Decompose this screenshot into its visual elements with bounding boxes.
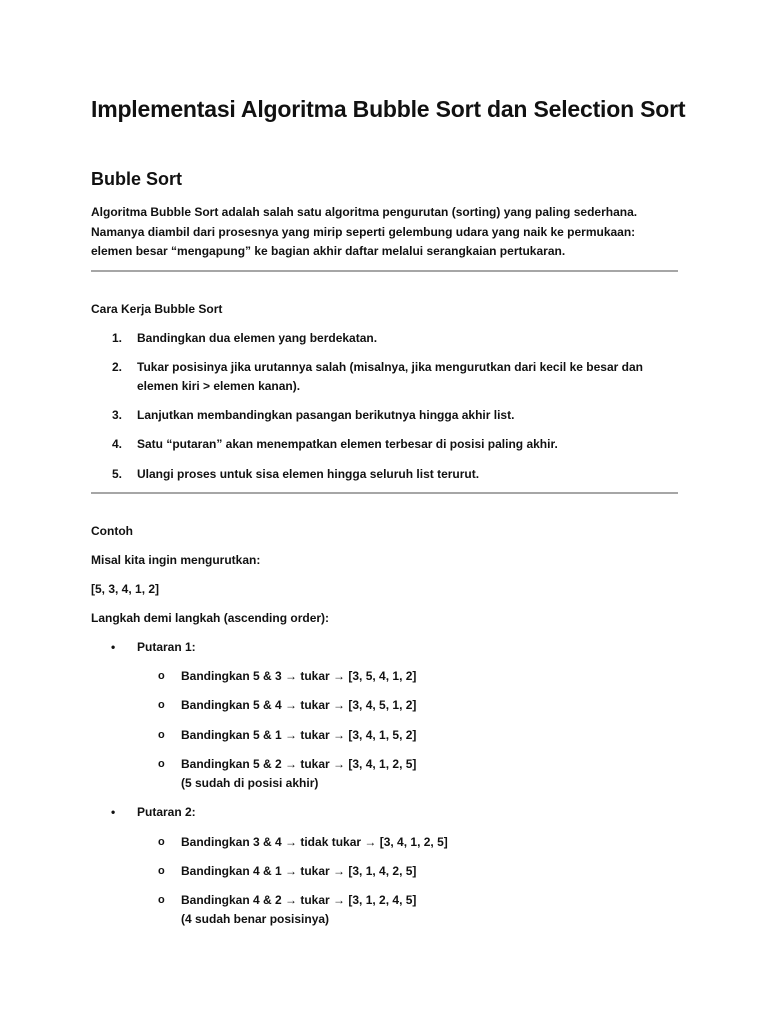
sub-bullet-icon: o [158,894,165,906]
round-step [181,891,416,929]
example-steps-label: Langkah demi langkah (ascending order): [91,611,330,625]
example-intro: Misal kita ingin mengurutkan: [91,553,261,567]
round-step [181,667,416,686]
step-line: elemen kiri > elemen kanan). [137,379,301,393]
step-text [137,465,479,484]
example-array: [5, 3, 4, 1, 2] [91,582,160,596]
round-step-line: Bandingkan 5 & 4 → tukar → [3, 4, 5, 1, 2] [181,698,417,712]
bullet-icon: • [111,805,116,819]
round-step [181,696,416,715]
step-line: Bandingkan dua elemen yang berdekatan. [137,331,378,345]
step-number: 2. [112,360,123,374]
round-step [181,726,416,745]
round-step-note: (5 sudah di posisi akhir) [181,776,319,790]
intro-line: elemen besar “mengapung” ke bagian akhir daftar melalui serangkaian pertukaran. [91,244,566,258]
step-line: Ulangi proses untuk sisa elemen hingga seluruh list terurut. [137,467,480,481]
round-step-line: Bandingkan 4 & 2 → tukar → [3, 1, 2, 4, 5] [181,893,417,907]
sub-bullet-icon: o [158,836,165,848]
intro-line: Algoritma Bubble Sort adalah salah satu algoritma pengurutan (sorting) yang paling sederhana. [91,205,638,219]
round-step-line: Bandingkan 3 & 4 → tidak tukar → [3, 4, 1, 2, 5] [181,835,448,849]
how-it-works-heading: Cara Kerja Bubble Sort [91,302,223,316]
round-step [181,755,416,793]
sub-bullet-icon: o [158,729,165,741]
round-step-line: Bandingkan 5 & 2 → tukar → [3, 4, 1, 2, 5] [181,757,417,771]
section-heading: Buble Sort [91,169,183,189]
document-title: Implementasi Algoritma Bubble Sort dan Selection Sort [91,96,686,122]
step-number: 5. [112,467,123,481]
round-step [181,833,448,852]
intro-paragraph [91,203,681,262]
sub-bullet-icon: o [158,865,165,877]
horizontal-divider [91,492,678,494]
sub-bullet-icon: o [158,670,165,682]
sub-bullet-icon: o [158,699,165,711]
example-heading: Contoh [91,524,133,538]
step-text [137,406,514,425]
step-text [137,329,377,348]
intro-line: Namanya diambil dari prosesnya yang mirip seperti gelembung udara yang naik ke permukaan: [91,224,636,239]
sub-bullet-icon: o [158,758,165,770]
round-step [181,862,416,881]
step-number: 1. [112,331,123,345]
step-line: Satu “putaran” akan menempatkan elemen terbesar di posisi paling akhir. [137,437,558,451]
step-line: Lanjutkan membandingkan pasangan berikutnya hingga akhir list. [137,408,515,422]
round-label: Putaran 1: [137,640,196,654]
round-step-line: Bandingkan 4 & 1 → tukar → [3, 1, 4, 2, 5] [181,864,417,878]
round-step-line: Bandingkan 5 & 1 → tukar → [3, 4, 1, 5, 2] [181,728,417,742]
step-number: 4. [112,437,123,451]
step-text [137,358,643,396]
round-label: Putaran 2: [137,805,196,819]
round-step-note: (4 sudah benar posisinya) [181,912,330,926]
step-number: 3. [112,408,123,422]
step-text [137,435,558,454]
horizontal-divider [91,270,678,272]
step-line: Tukar posisinya jika urutannya salah (misalnya, jika mengurutkan dari kecil ke besar dan [137,360,643,374]
round-step-line: Bandingkan 5 & 3 → tukar → [3, 5, 4, 1, 2] [181,669,417,683]
bullet-icon: • [111,640,116,654]
